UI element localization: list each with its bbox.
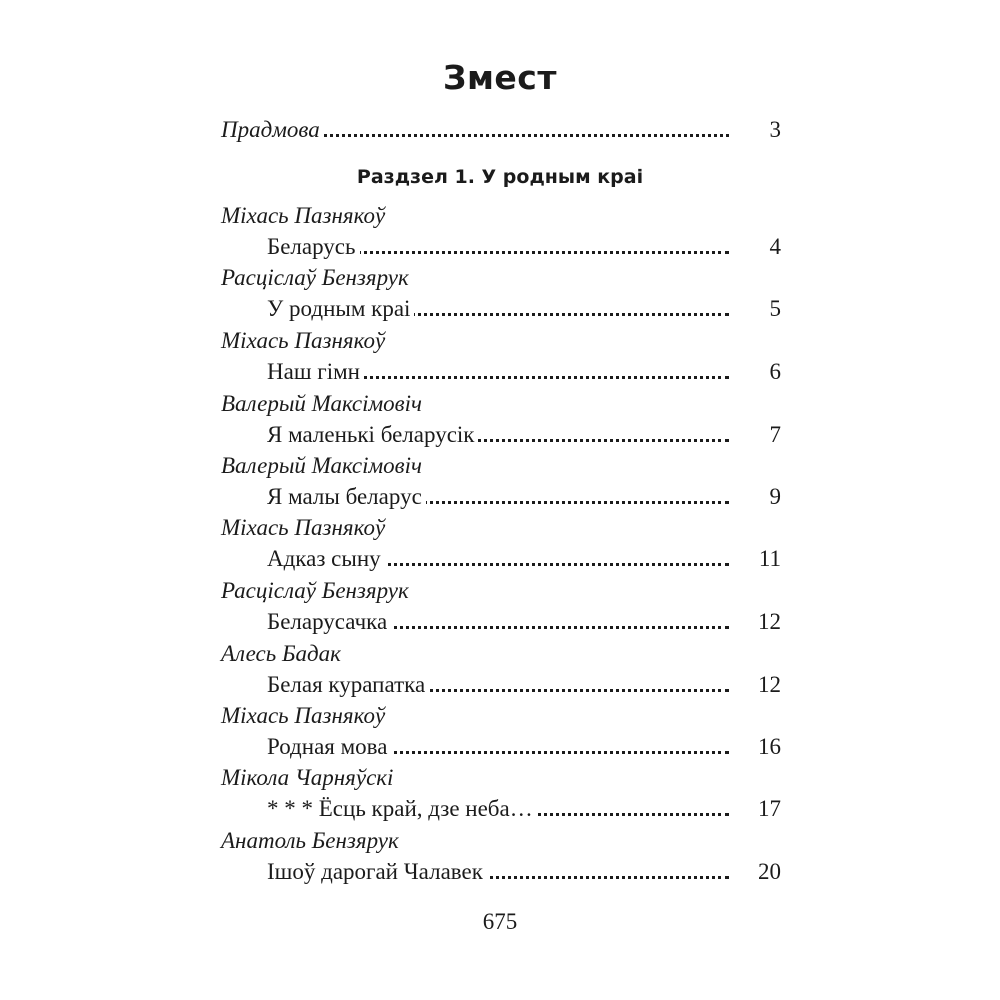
entry-page-number: 11 bbox=[758, 546, 781, 571]
entry-title: Я малы беларус bbox=[267, 483, 426, 511]
toc-entry bbox=[267, 795, 781, 823]
entry-title: Белая курапатка bbox=[267, 671, 429, 699]
entry-title: Беларусачка bbox=[267, 608, 391, 636]
page-title: Змест bbox=[443, 58, 557, 97]
entry-title: Адказ сыну bbox=[267, 545, 385, 573]
entry-author: Міхась Пазнякоў bbox=[221, 515, 386, 540]
entry-author: Алесь Бадак bbox=[221, 641, 341, 666]
entry-title: * * * Ёсць край, дзе неба… bbox=[267, 795, 537, 823]
toc-entry bbox=[267, 733, 781, 761]
entry-author: Анатоль Бензярук bbox=[221, 828, 399, 853]
entry-title: Ішоў дарогай Чалавек bbox=[267, 858, 487, 886]
entry-page-number: 17 bbox=[758, 796, 781, 821]
entry-page-number: 20 bbox=[758, 859, 781, 884]
section-heading: Раздзел 1. У родным краі bbox=[356, 166, 644, 188]
entry-page-number: 4 bbox=[769, 234, 781, 259]
entry-title: У родным краі bbox=[267, 295, 414, 323]
entry-page-number: 9 bbox=[769, 484, 781, 509]
entry-page-number: 12 bbox=[758, 609, 781, 634]
entry-author: Мікола Чарняўскі bbox=[221, 765, 394, 790]
toc-entry bbox=[267, 858, 781, 886]
entry-title: Прадмова bbox=[221, 116, 324, 144]
toc-entry bbox=[267, 545, 781, 573]
toc-entry bbox=[267, 233, 781, 261]
entry-page-number: 7 bbox=[769, 422, 781, 447]
toc-entry bbox=[267, 671, 781, 699]
entry-author: Міхась Пазнякоў bbox=[221, 203, 386, 228]
entry-author: Валерый Максімовіч bbox=[221, 391, 423, 416]
toc-entry bbox=[267, 608, 781, 636]
entry-page-number: 12 bbox=[758, 672, 781, 697]
toc-entry-preface bbox=[221, 116, 781, 144]
entry-author: Міхась Пазнякоў bbox=[221, 328, 386, 353]
entry-author: Міхась Пазнякоў bbox=[221, 703, 386, 728]
entry-page-number: 16 bbox=[758, 734, 781, 759]
page-number: 675 bbox=[482, 909, 518, 934]
entry-title: Беларусь bbox=[267, 233, 360, 261]
entry-title: Наш гімн bbox=[267, 358, 364, 386]
entry-author: Расціслаў Бензярук bbox=[221, 578, 409, 603]
toc-entry bbox=[267, 483, 781, 511]
toc-entry bbox=[267, 421, 781, 449]
entry-page-number: 3 bbox=[769, 117, 781, 142]
entry-author: Валерый Максімовіч bbox=[221, 453, 423, 478]
entry-page-number: 5 bbox=[769, 296, 781, 321]
entry-author: Расціслаў Бензярук bbox=[221, 265, 409, 290]
toc-entry bbox=[267, 358, 781, 386]
entry-title: Я маленькі беларусік bbox=[267, 421, 478, 449]
toc-entry bbox=[267, 295, 781, 323]
entry-title: Родная мова bbox=[267, 733, 391, 761]
entry-page-number: 6 bbox=[769, 359, 781, 384]
